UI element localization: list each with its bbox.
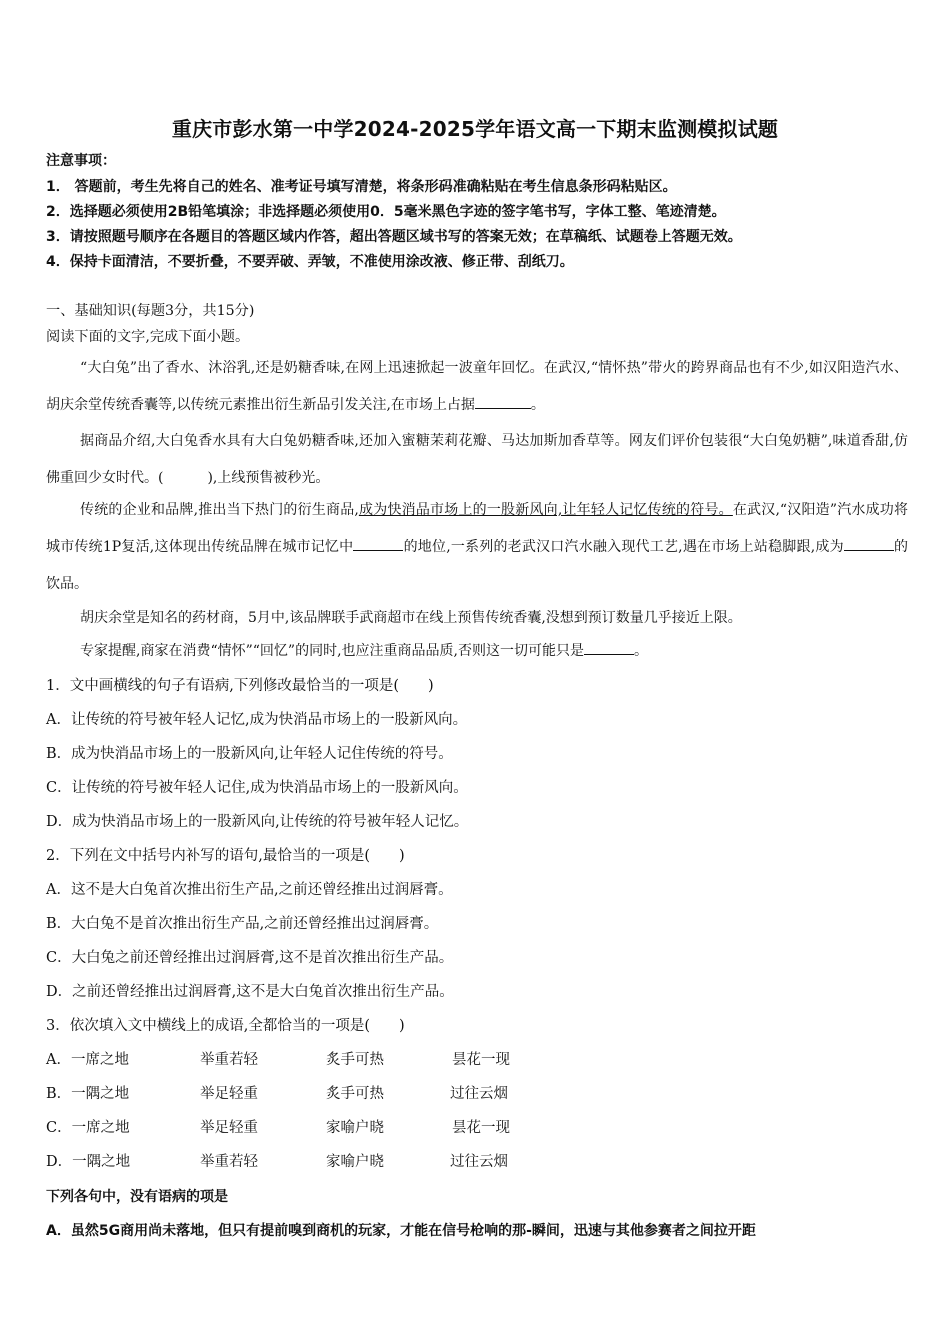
answer-option: A．让传统的符号被年轻人记忆,成为快消品市场上的一股新风向。 [46, 712, 468, 728]
idiom: 家喻户晓 [326, 1120, 384, 1136]
page-title: 重庆市彭水第一中学2024-2025学年语文高一下期末监测模拟试题 [171, 117, 779, 141]
fill-blank [475, 394, 531, 409]
passage-text: 在武汉,“汉阳造”汽水成功将城市传统1P复活,这体现出传统品牌在城市记忆中 [46, 502, 908, 555]
option-label: D．一隅之地 [46, 1154, 131, 1170]
answer-option: B．大白兔不是首次推出衍生产品,之前还曾经推出过润唇膏。 [46, 916, 439, 932]
notice-item: 2．选择题必须使用2B铅笔填涂；非选择题必须使用0．5毫米黑色字迹的签字笔书写，字体工整、笔迹清楚。 [46, 204, 726, 220]
question-stem: 1．文中画横线的句子有语病,下列修改最恰当的一项是( ) [46, 678, 434, 694]
idiom: 过往云烟 [450, 1086, 508, 1102]
answer-option: A．虽然5G商用尚未落地，但只有提前嗅到商机的玩家，才能在信号枪响的那-瞬间，迅速与其他参赛者之间拉开距 [46, 1223, 756, 1239]
option-label: A．一席之地 [46, 1052, 129, 1068]
passage-text: 。 [530, 397, 545, 413]
answer-option [46, 1118, 646, 1138]
answer-option: A．这不是大白兔首次推出衍生产品,之前还曾经推出过润唇膏。 [46, 882, 453, 898]
passage-text: 。 [633, 643, 648, 659]
idiom: 举重若轻 [200, 1052, 258, 1068]
question-stem: 3．依次填入文中横线上的成语,全都恰当的一项是( ) [46, 1018, 405, 1034]
notice-heading: 注意事项： [46, 153, 116, 169]
idiom: 举重若轻 [200, 1154, 258, 1170]
passage-text: 的地位,一系列的老武汉口汽水融入现代工艺,遇在市场上站稳脚跟,成为 [403, 539, 844, 555]
notice-item: 4．保持卡面清洁，不要折叠，不要弄破、弄皱，不准使用涂改液、修正带、刮纸刀。 [46, 254, 574, 270]
passage-text: 传统的企业和品牌,推出当下热门的衍生商品, [80, 502, 359, 518]
answer-option: C．大白兔之前还曾经推出过润唇膏,这不是首次推出衍生产品。 [46, 950, 454, 966]
idiom: 过往云烟 [450, 1154, 508, 1170]
fill-blank [353, 536, 403, 551]
passage-paragraph [46, 423, 908, 497]
passage-text: 胡庆余堂是知名的药材商，5月中,该品牌联手武商超市在线上预售传统香囊,没想到预订数量几乎接近上限。 [80, 610, 742, 626]
idiom: 炙手可热 [326, 1052, 384, 1068]
section-heading: 一、基础知识(每题3分，共15分) [46, 303, 255, 319]
answer-option [46, 1084, 646, 1104]
passage-paragraph [46, 600, 908, 637]
answer-option: D．之前还曾经推出过润唇膏,这不是大白兔首次推出衍生产品。 [46, 984, 454, 1000]
passage-paragraph [46, 633, 908, 670]
option-label: C．一席之地 [46, 1120, 130, 1136]
underlined-sentence: 成为快消品市场上的一股新风向,让年轻人记忆传统的符号。 [358, 502, 733, 518]
answer-option [46, 1152, 646, 1172]
idiom: 昙花一现 [452, 1120, 510, 1136]
idiom: 昙花一现 [452, 1052, 510, 1068]
passage-text: 专家提醒,商家在消费“情怀”“回忆”的同时,也应注重商品品质,否则这一切可能只是 [80, 643, 584, 659]
question-stem: 下列各句中，没有语病的项是 [46, 1189, 228, 1205]
idiom: 举足轻重 [200, 1086, 258, 1102]
idiom: 举足轻重 [200, 1120, 258, 1136]
idiom: 炙手可热 [326, 1086, 384, 1102]
answer-option: C．让传统的符号被年轻人记住,成为快消品市场上的一股新风向。 [46, 780, 468, 796]
passage-paragraph [46, 350, 908, 424]
notice-item: 1． 答题前，考生先将自己的姓名、准考证号填写清楚，将条形码准确粘贴在考生信息条形码粘贴区。 [46, 179, 677, 195]
fill-blank [584, 640, 634, 655]
answer-option [46, 1050, 646, 1070]
passage-text: 的饮品。 [46, 539, 909, 592]
notice-item: 3．请按照题号顺序在各题目的答题区域内作答，超出答题区域书写的答案无效；在草稿纸、试题卷上答题无效。 [46, 229, 742, 245]
passage-text: “大白兔”出了香水、沐浴乳,还是奶糖香味,在网上迅速掀起一波童年回忆。在武汉,“情怀热”带火的跨界商品也有不少,如汉阳造汽水、胡庆余堂传统香囊等,以传统元素推出衍生新品引发关注,在市场上占据 [46, 360, 908, 413]
passage-paragraph [46, 492, 908, 603]
answer-option: D．成为快消品市场上的一股新风向,让传统的符号被年轻人记忆。 [46, 814, 469, 830]
passage-text: 据商品介绍,大白兔香水具有大白兔奶糖香味,还加入蜜糖茉莉花瓣、马达加斯加香草等。网友们评价包装很“大白兔奶糖”,味道香甜,仿佛重回少女时代。( [46, 433, 908, 486]
idiom: 家喻户晓 [326, 1154, 384, 1170]
option-label: B．一隅之地 [46, 1086, 130, 1102]
question-stem: 2．下列在文中括号内补写的语句,最恰当的一项是( ) [46, 848, 405, 864]
fill-blank [844, 536, 894, 551]
reading-instruction: 阅读下面的文字,完成下面小题。 [46, 329, 250, 345]
answer-option: B．成为快消品市场上的一股新风向,让年轻人记住传统的符号。 [46, 746, 453, 762]
passage-text: ),上线预售被秒光。 [207, 470, 330, 486]
